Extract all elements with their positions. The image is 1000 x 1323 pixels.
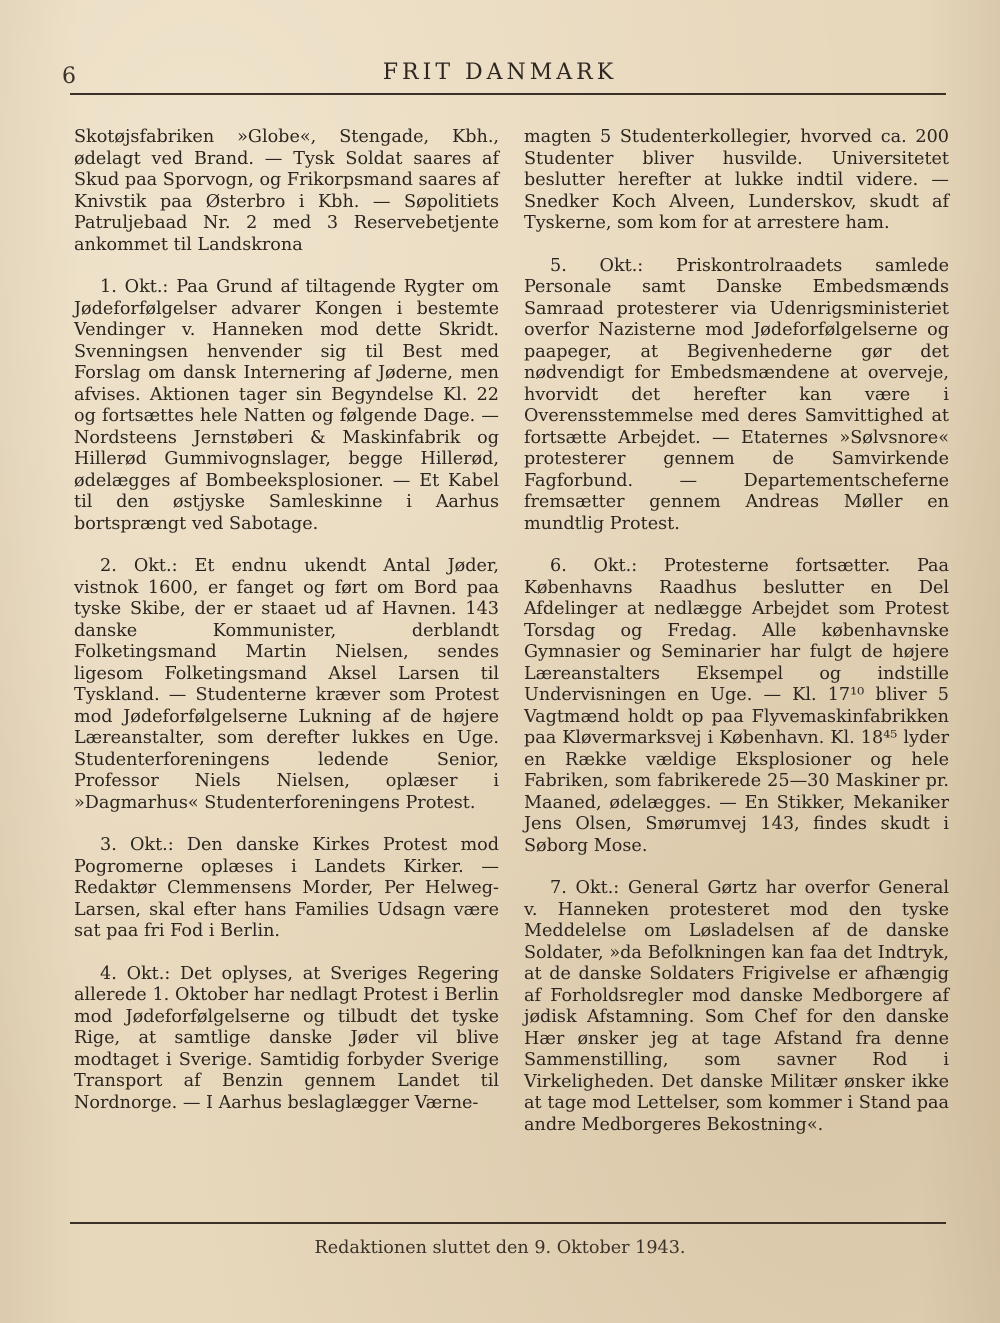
running-head-title: FRIT DANMARK <box>382 60 618 85</box>
paragraph: magten 5 Studenterkollegier, hvorved ca. 200 Studenter bliver husvilde. Universitetet beslutter herefter at lukke indtil videre. — Snedker Koch Alveen, Lunderskov, skudt af Tyskerne, som kom for at arrestere ham. <box>524 127 949 233</box>
page-number: 6 <box>62 64 76 89</box>
paragraph: Skotøjsfabriken »Globe«, Stengade, Kbh., ødelagt ved Brand. — Tysk Soldat saares af Skud paa Sporvogn, og Frikorpsmand saares af Knivstik paa Østerbro i Kbh. — Søpolitiets Patruljebaad Nr. 2 med 3 Reservebetjente ankommet til Landskrona <box>74 127 499 255</box>
paragraph: 6. Okt.: Protesterne fortsætter. Paa Københavns Raadhus beslutter en Del Afdelinger at nedlægge Arbejdet som Protest Torsdag og Fredag. Alle københavnske Gymnasier og Seminarier har fulgt de højere Læreanstalters Eksempel og indstille Undervisningen en Uge. — Kl. 17¹⁰ bliver 5 Vagtmænd holdt op paa Flyvemaskinfabrikken paa Kløvermarksvej i København. Kl. 18⁴⁵ lyder en Række vældige Eksplosioner og hele Fabriken, som fabrikerede 25—30 Maskiner pr. Maaned, ødelægges. — En Stikker, Mekaniker Jens Olsen, Smørumvej 143, findes skudt i Søborg Mose. <box>524 556 949 856</box>
right-column <box>524 127 949 1136</box>
paragraph: 5. Okt.: Priskontrolraadets samlede Personale samt Danske Embedsmænds Samraad protesterer via Udenrigsministeriet overfor Nazisterne mod Jødeforfølgelserne og paapeger, at Begivenhederne gør det nødvendigt for Embedsmændene at overveje, hvorvidt det herefter kan være i Overensstemmelse med deres Samvittighed at fortsætte Arbejdet. — Etaternes »Sølvsnore« protesterer gennem de Samvirkende Fagforbund. — Departementscheferne fremsætter gennem Andreas Møller en mundtlig Protest. <box>524 255 949 534</box>
paragraph: 4. Okt.: Det oplyses, at Sveriges Regering allerede 1. Oktober har nedlagt Protest i Berlin mod Jødeforfølgelserne og tilbudt det tyske Rige, at samtlige danske Jøder vil blive modtaget i Sverige. Samtidig forbyder Sverige Transport af Benzin gennem Landet til Nordnorge. — I Aarhus beslaglægger Værne- <box>74 963 499 1113</box>
paragraph: 3. Okt.: Den danske Kirkes Protest mod Pogromerne oplæses i Landets Kirker. — Redaktør Clemmensens Morder, Per Helweg-Larsen, skal efter hans Families Udsagn være sat paa fri Fod i Berlin. <box>74 835 499 941</box>
paragraph: 2. Okt.: Et endnu ukendt Antal Jøder, vistnok 1600, er fanget og ført om Bord paa tyske Skibe, der er staaet ud af Havnen. 143 danske Kommunister, derblandt Folketingsmand Martin Nielsen, sendes ligesom Folketingsmand Aksel Larsen til Tyskland. — Studenterne kræver som Protest mod Jødeforfølgelserne Lukning af de højere Læreanstalter, som derefter lukkes en Uge. Studenterforeningens ledende Senior, Professor Niels Nielsen, oplæser i »Dagmarhus« Studenterforeningens Protest. <box>74 556 499 813</box>
left-column <box>74 127 499 1114</box>
paragraph: 1. Okt.: Paa Grund af tiltagende Rygter om Jødeforfølgelser advarer Kongen i bestemte Vendinger v. Hanneken mod dette Skridt. Svenningsen henvender sig til Best med Forslag om dansk Internering af Jøderne, men afvises. Aktionen tager sin Begyndelse Kl. 22 og fortsættes hele Natten og følgende Dage. — Nordsteens Jernstøberi & Maskinfabrik og Hillerød Gummivognslager, begge Hillerød, ødelægges af Bombeeksplosioner. — Et Kabel til den østjyske Samleskinne i Aarhus bortsprængt ved Sabotage. <box>74 277 499 534</box>
paragraph: 7. Okt.: General Gørtz har overfor General v. Hanneken protesteret mod den tyske Meddelelse om Løsladelsen af de danske Soldater, »da Befolkningen kan faa det Indtryk, at de danske Soldaters Frigivelse er afhængig af Forholdsregler mod danske Medborgere af jødisk Afstamning. Som Chef for den danske Hær ønsker jeg at tage Afstand fra denne Sammenstilling, som savner Rod i Virkeligheden. Det danske Militær ønsker ikke at tage mod Lettelser, som kommer i Stand paa andre Medborgeres Bekostning«. <box>524 878 949 1135</box>
footer-rule <box>70 1222 946 1224</box>
article-columns <box>74 127 950 1207</box>
footer-note: Redaktionen sluttet den 9. Oktober 1943. <box>314 1238 686 1258</box>
header-rule <box>70 93 946 95</box>
